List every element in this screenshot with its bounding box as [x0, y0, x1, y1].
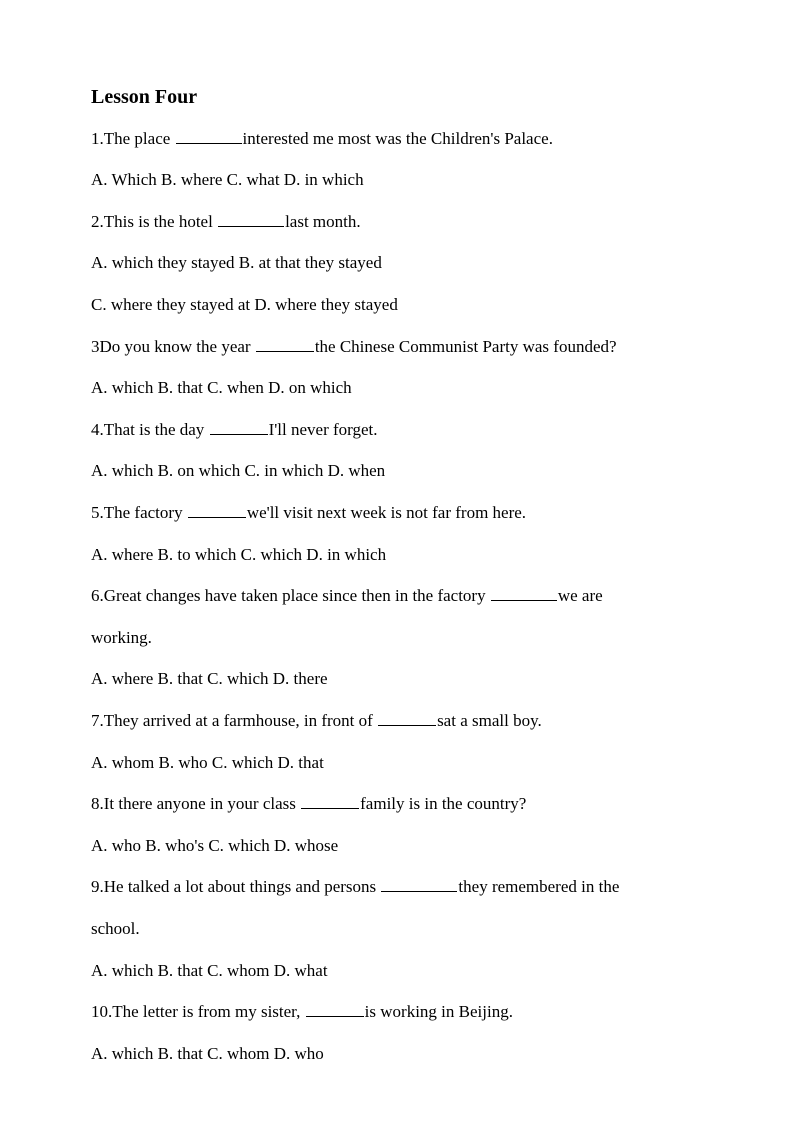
question-7-stem-after: sat a small boy.: [437, 711, 542, 730]
question-3-stem-after: the Chinese Communist Party was founded?: [314, 337, 617, 356]
question-8-stem-after: family is in the country?: [360, 794, 527, 813]
question-6-blank[interactable]: [491, 586, 557, 601]
question-2-blank[interactable]: [218, 212, 284, 227]
question-5-stem-before: 5.The factory: [91, 503, 187, 522]
question-4-stem-before: 4.That is the day: [91, 420, 209, 439]
question-3-stem-before: 3Do you know the year: [91, 337, 255, 356]
question-8-stem: [91, 793, 526, 815]
question-10-stem: [91, 1001, 513, 1023]
question-5-stem-after: we'll visit next week is not far from here.: [246, 503, 527, 522]
question-5-options: A. where B. to which C. which D. in which: [91, 545, 387, 564]
question-1-options: A. Which B. where C. what D. in which: [91, 170, 364, 189]
question-8-options: A. who B. who's C. which D. whose: [91, 836, 339, 855]
question-8-stem-before: 8.It there anyone in your class: [91, 794, 301, 813]
question-1-stem-after: interested me most was the Children's Palace.: [242, 129, 553, 148]
question-2-stem: [91, 211, 361, 233]
question-3-stem: [91, 336, 617, 358]
question-9-stem-before: 9.He talked a lot about things and persons: [91, 877, 381, 896]
question-6-stem-before: 6.Great changes have taken place since then in the factory: [91, 586, 490, 605]
question-10-blank[interactable]: [306, 1002, 364, 1017]
question-1-blank[interactable]: [176, 129, 242, 144]
question-2-stem-after: last month.: [285, 212, 361, 231]
question-2-options-line-1: A. which they stayed B. at that they stayed: [91, 253, 382, 272]
question-6-stem: [91, 585, 603, 607]
question-9-blank[interactable]: [381, 877, 457, 892]
question-9-options: A. which B. that C. whom D. what: [91, 961, 328, 980]
question-2-options-line-2: C. where they stayed at D. where they stayed: [91, 295, 398, 314]
question-7-stem-before: 7.They arrived at a farmhouse, in front of: [91, 711, 378, 730]
question-4-options: A. which B. on which C. in which D. when: [91, 461, 386, 480]
question-7-stem: [91, 710, 542, 732]
question-1-stem: [91, 128, 553, 150]
question-3-options: A. which B. that C. when D. on which: [91, 378, 352, 397]
question-1-stem-before: 1.The place: [91, 129, 175, 148]
question-9-stem: [91, 876, 619, 898]
question-2-stem-before: 2.This is the hotel: [91, 212, 218, 231]
question-4-stem-after: I'll never forget.: [268, 420, 378, 439]
question-10-stem-before: 10.The letter is from my sister,: [91, 1002, 305, 1021]
lesson-title: Lesson Four: [91, 86, 198, 108]
question-6-stem-continuation: working.: [91, 628, 152, 647]
question-4-stem: [91, 419, 378, 441]
question-9-stem-after: they remembered in the: [458, 877, 620, 896]
question-6-options: A. where B. that C. which D. there: [91, 669, 328, 688]
question-10-stem-after: is working in Beijing.: [364, 1002, 513, 1021]
question-6-stem-after: we are: [557, 586, 603, 605]
question-5-blank[interactable]: [188, 503, 246, 518]
question-10-options: A. which B. that C. whom D. who: [91, 1044, 324, 1063]
question-4-blank[interactable]: [210, 420, 268, 435]
question-8-blank[interactable]: [301, 794, 359, 809]
question-9-stem-continuation: school.: [91, 919, 140, 938]
question-7-options: A. whom B. who C. which D. that: [91, 753, 324, 772]
question-7-blank[interactable]: [378, 711, 436, 726]
question-5-stem: [91, 502, 526, 524]
question-3-blank[interactable]: [256, 337, 314, 352]
